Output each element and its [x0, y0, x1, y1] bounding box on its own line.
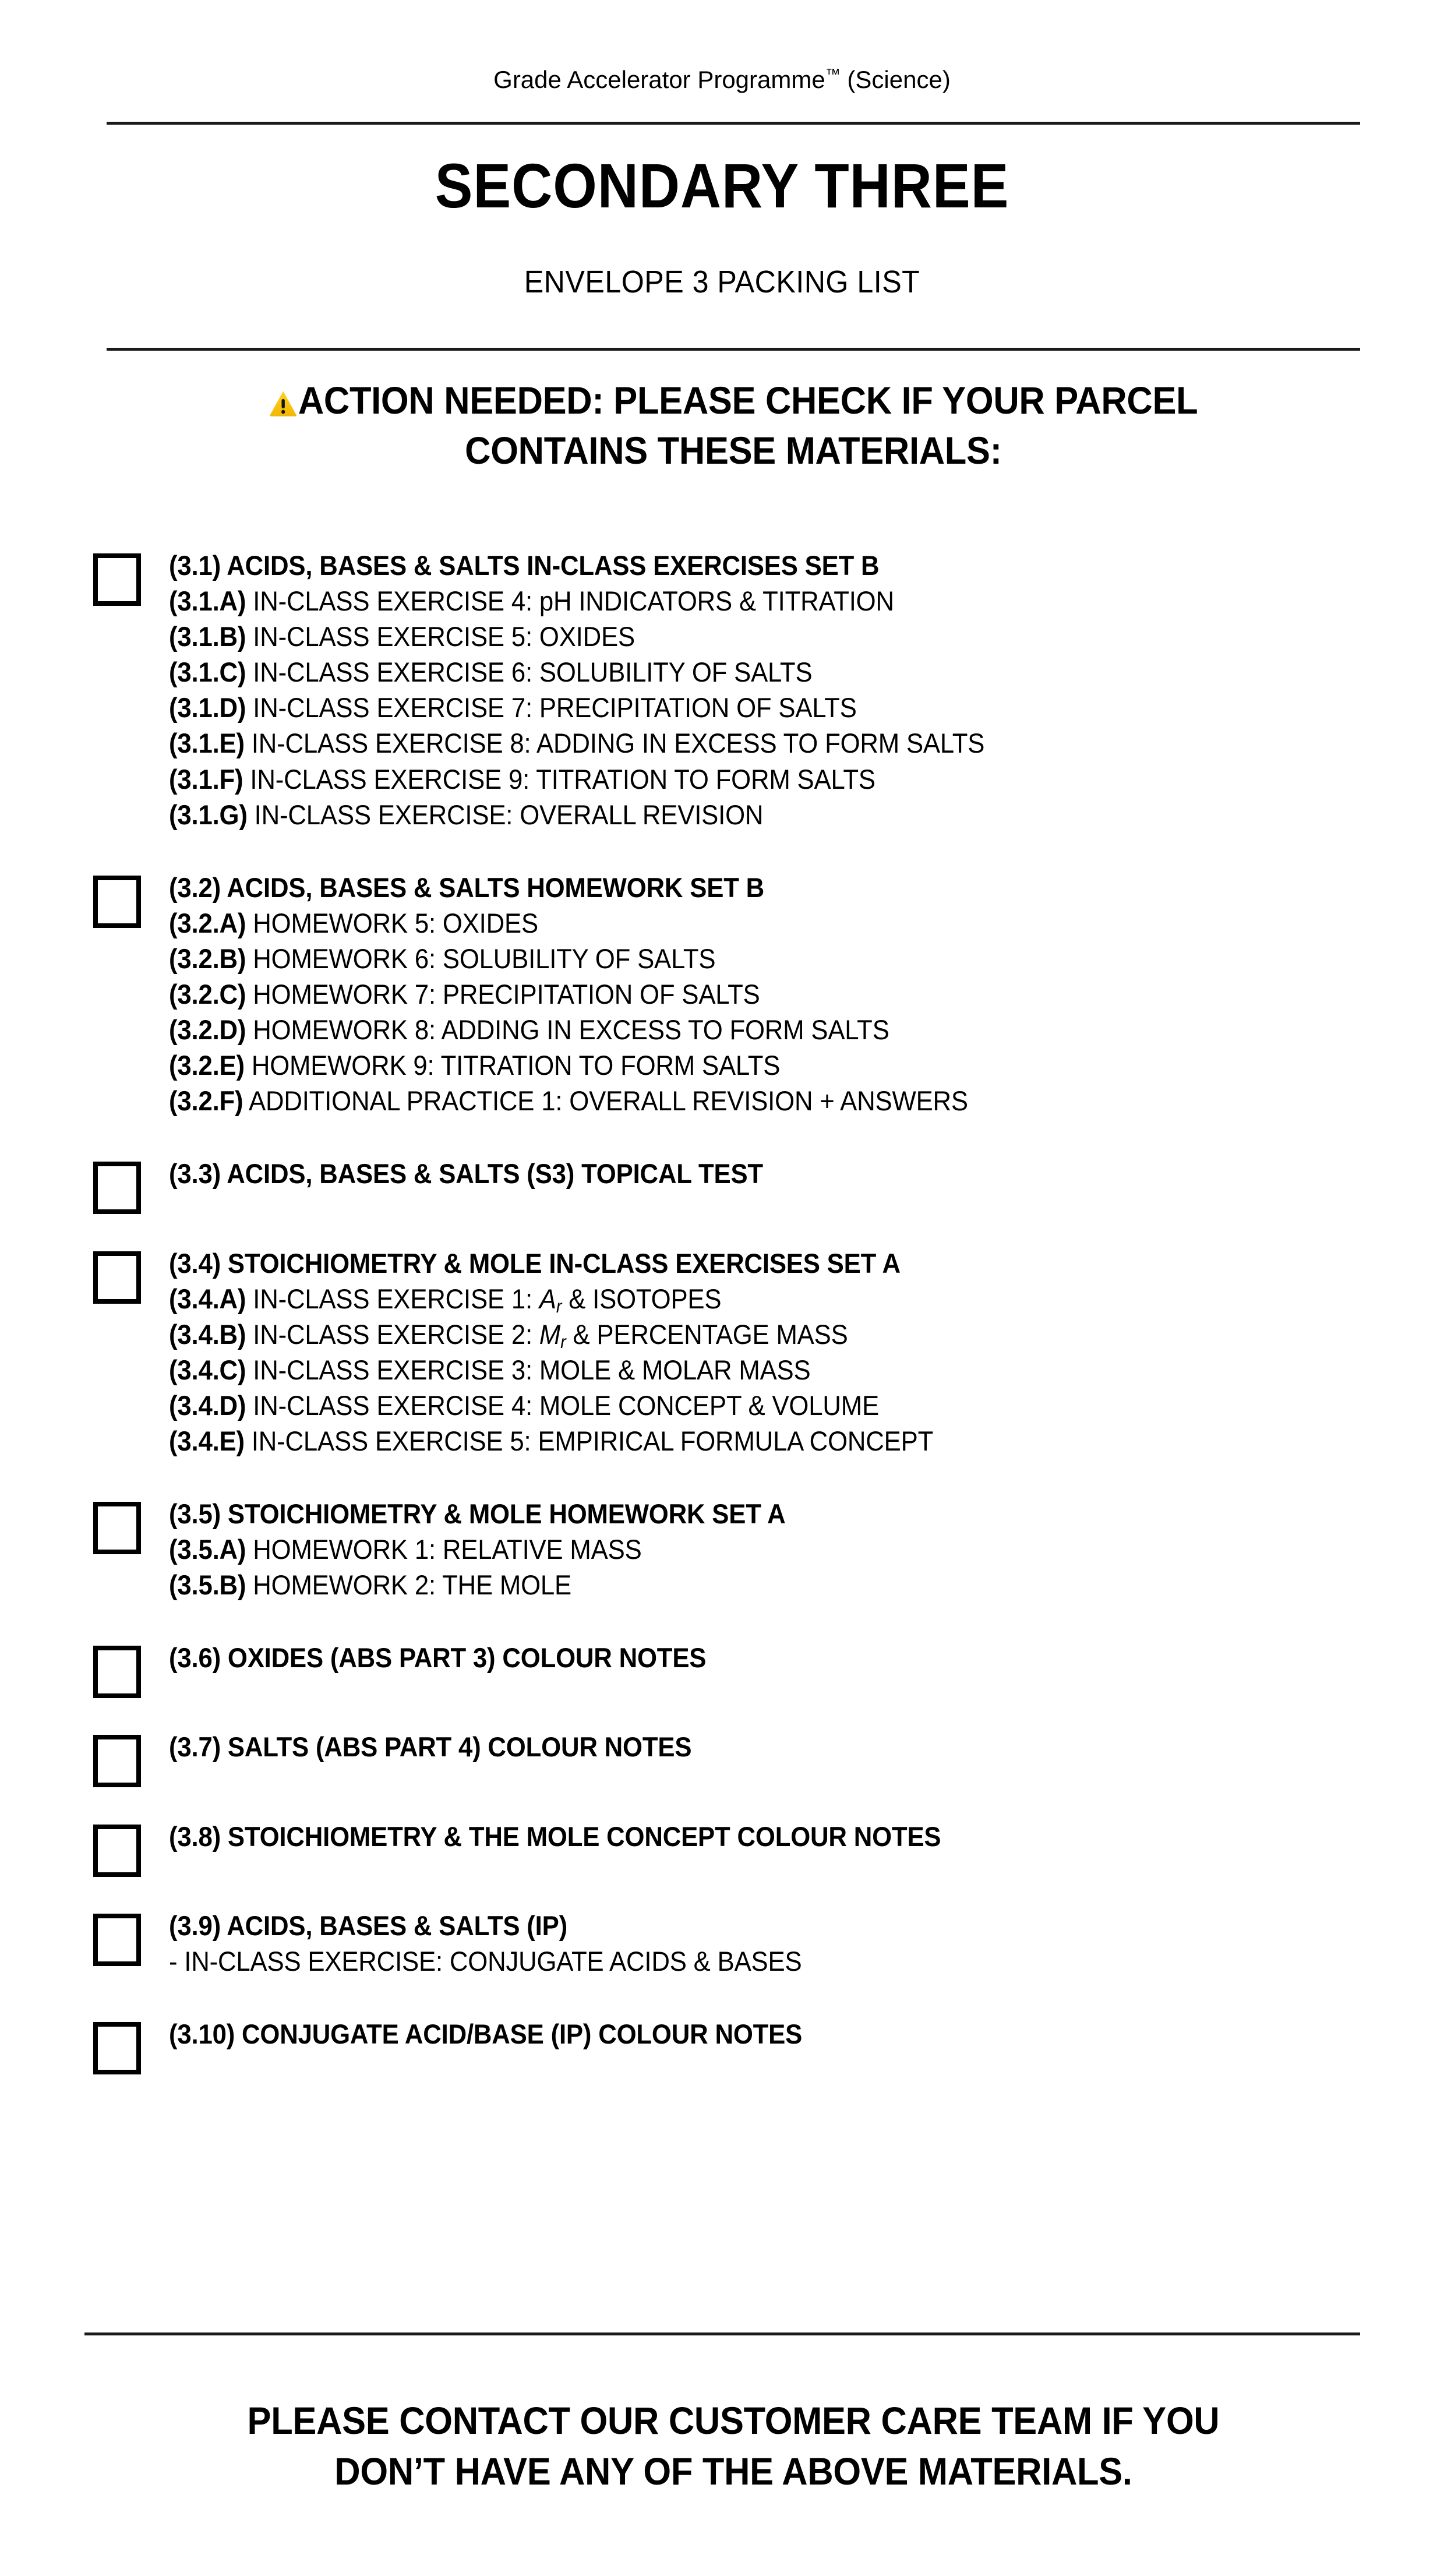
checklist-group-title: (3.3) ACIDS, BASES & SALTS (S3) TOPICAL TEST	[169, 1158, 763, 1190]
footer-message	[107, 2395, 1360, 2497]
checklist-sub-item	[169, 583, 1355, 619]
sub-item-text: IN-CLASS EXERCISE 1:	[246, 1283, 539, 1314]
checklist-sub-item	[169, 1047, 1355, 1083]
footer-line-2: DON’T HAVE ANY OF THE ABOVE MATERIALS.	[334, 2450, 1132, 2493]
checklist-group-title: (3.1) ACIDS, BASES & SALTS IN-CLASS EXERCISES SET B	[169, 550, 880, 581]
sub-item-text: IN-CLASS EXERCISE 5: EMPIRICAL FORMULA CONCEPT	[244, 1425, 934, 1456]
checklist-group-title: (3.7) SALTS (ABS PART 4) COLOUR NOTES	[169, 1731, 692, 1763]
checkbox-3.7[interactable]	[93, 1735, 141, 1787]
checklist-group-note: - IN-CLASS EXERCISE: CONJUGATE ACIDS & BASES	[169, 1945, 802, 1977]
sub-item-text: ADDITIONAL PRACTICE 1: OVERALL REVISION + ANSWERS	[243, 1085, 968, 1117]
header-divider-top	[107, 122, 1360, 125]
checklist-group-3.1	[0, 548, 1444, 832]
checklist-sub-item	[169, 797, 1355, 832]
sub-item-text-after: & PERCENTAGE MASS	[566, 1318, 848, 1350]
sub-item-text: HOMEWORK 2: THE MOLE	[246, 1569, 572, 1601]
checklist-group-title: (3.8) STOICHIOMETRY & THE MOLE CONCEPT COLOUR NOTES	[169, 1820, 941, 1852]
sub-item-text: IN-CLASS EXERCISE 3: MOLE & MOLAR MASS	[246, 1354, 811, 1385]
sub-item-code: (3.2.F)	[169, 1085, 243, 1117]
sub-item-symbol-subscript: r	[556, 1296, 562, 1317]
sub-item-code: (3.4.C)	[169, 1354, 246, 1385]
checklist-sub-item	[169, 1423, 1355, 1459]
brand-header	[0, 66, 1444, 93]
checklist-sub-item	[169, 1388, 1355, 1423]
sub-item-code: (3.1.E)	[169, 728, 245, 759]
checklist-group-3.8	[0, 1819, 1444, 1854]
checkbox-3.5[interactable]	[93, 1502, 141, 1554]
checkbox-3.4[interactable]	[93, 1251, 141, 1304]
warning-triangle-icon	[269, 379, 297, 407]
checklist-sub-item	[169, 1352, 1355, 1388]
sub-item-code: (3.2.B)	[169, 943, 246, 974]
checkbox-3.2[interactable]	[93, 876, 141, 928]
checklist-sub-item	[169, 1567, 1355, 1603]
sub-item-code: (3.1.C)	[169, 657, 246, 688]
checkbox-3.9[interactable]	[93, 1914, 141, 1966]
sub-item-code: (3.1.F)	[169, 763, 243, 795]
checklist-sub-item	[169, 619, 1355, 654]
header-divider-bottom	[107, 348, 1360, 351]
checkbox-3.10[interactable]	[93, 2022, 141, 2074]
checklist-sub-item	[169, 725, 1355, 761]
sub-item-text: HOMEWORK 9: TITRATION TO FORM SALTS	[244, 1050, 781, 1081]
trademark-symbol: ™	[825, 65, 841, 83]
sub-item-text: HOMEWORK 1: RELATIVE MASS	[246, 1534, 642, 1565]
sub-item-text-after: & ISOTOPES	[562, 1283, 722, 1314]
sub-item-text: HOMEWORK 7: PRECIPITATION OF SALTS	[246, 979, 760, 1010]
sub-item-symbol: $M_r$	[539, 1318, 566, 1352]
checklist-group-title: (3.6) OXIDES (ABS PART 3) COLOUR NOTES	[169, 1642, 707, 1674]
sub-item-code: (3.1.A)	[169, 585, 246, 617]
checklist-sub-item	[169, 654, 1355, 690]
checklist-group-title: (3.4) STOICHIOMETRY & MOLE IN-CLASS EXERCISES SET A	[169, 1247, 901, 1279]
sub-item-text: IN-CLASS EXERCISE 8: ADDING IN EXCESS TO FORM SALTS	[244, 728, 985, 759]
page-title: SECONDARY THREE	[435, 150, 1009, 221]
sub-item-code: (3.5.A)	[169, 1534, 246, 1565]
sub-item-code: (3.1.B)	[169, 621, 246, 652]
sub-item-text: HOMEWORK 8: ADDING IN EXCESS TO FORM SALTS	[246, 1014, 889, 1046]
sub-item-text: IN-CLASS EXERCISE: OVERALL REVISION	[247, 799, 764, 830]
sub-item-symbol: $A_r$	[539, 1283, 562, 1317]
checklist-group-3.3	[0, 1156, 1444, 1191]
sub-item-code: (3.2.A)	[169, 907, 246, 938]
sub-item-text: IN-CLASS EXERCISE 9: TITRATION TO FORM SALTS	[243, 763, 875, 795]
action-needed-banner	[107, 376, 1360, 476]
sub-item-text: HOMEWORK 5: OXIDES	[246, 907, 538, 938]
footer-divider	[84, 2332, 1360, 2335]
sub-item-code: (3.2.D)	[169, 1014, 246, 1046]
checklist-sub-item	[169, 761, 1355, 797]
checklist-group-3.10	[0, 2016, 1444, 2052]
sub-item-text: IN-CLASS EXERCISE 7: PRECIPITATION OF SALTS	[246, 692, 857, 724]
checklist-sub-item	[169, 905, 1355, 941]
checkbox-3.6[interactable]	[93, 1646, 141, 1698]
checklist-sub-item	[169, 1083, 1355, 1118]
sub-item-code: (3.4.E)	[169, 1425, 245, 1456]
checklist-group-3.4	[0, 1245, 1444, 1459]
checklist-group-3.9	[0, 1908, 1444, 1979]
checklist-sub-item	[169, 1012, 1355, 1047]
checklist-sub-item	[169, 690, 1355, 725]
sub-item-code: (3.1.G)	[169, 799, 248, 830]
materials-checklist	[0, 548, 1444, 2105]
checklist-group-title: (3.9) ACIDS, BASES & SALTS (IP)	[169, 1910, 567, 1941]
sub-item-code: (3.4.B)	[169, 1318, 246, 1350]
sub-item-text: IN-CLASS EXERCISE 5: OXIDES	[246, 621, 635, 652]
checklist-group-title: (3.5) STOICHIOMETRY & MOLE HOMEWORK SET A	[169, 1498, 786, 1530]
sub-item-code: (3.5.B)	[169, 1569, 246, 1601]
checklist-sub-item	[169, 1281, 1355, 1317]
checklist-sub-item	[169, 941, 1355, 976]
action-banner-line-2: CONTAINS THESE MATERIALS:	[465, 428, 1002, 472]
checklist-group-3.6	[0, 1640, 1444, 1675]
sub-item-text: IN-CLASS EXERCISE 4: pH INDICATORS & TITRATION	[246, 585, 894, 617]
sub-item-code: (3.4.A)	[169, 1283, 246, 1314]
checkbox-3.3[interactable]	[93, 1162, 141, 1214]
sub-item-text: IN-CLASS EXERCISE 4: MOLE CONCEPT & VOLUME	[246, 1389, 879, 1421]
sub-item-code: (3.4.D)	[169, 1389, 246, 1421]
checklist-group-3.5	[0, 1496, 1444, 1603]
sub-item-code: (3.1.D)	[169, 692, 246, 724]
footer-line-1: PLEASE CONTACT OUR CUSTOMER CARE TEAM IF YOU	[247, 2399, 1220, 2442]
sub-item-text: IN-CLASS EXERCISE 2:	[246, 1318, 539, 1350]
checklist-group-3.7	[0, 1729, 1444, 1765]
brand-name: Grade Accelerator Programme	[493, 66, 825, 93]
checklist-group-title: (3.10) CONJUGATE ACID/BASE (IP) COLOUR NOTES	[169, 2018, 803, 2049]
sub-item-text: IN-CLASS EXERCISE 6: SOLUBILITY OF SALTS	[246, 657, 813, 688]
checklist-sub-item	[169, 1317, 1355, 1352]
action-banner-text-1: ACTION NEEDED: PLEASE CHECK IF YOUR PARCEL	[298, 379, 1198, 422]
sub-item-symbol-subscript: r	[560, 1331, 566, 1352]
checklist-sub-item	[169, 1532, 1355, 1567]
checklist-group-3.2	[0, 870, 1444, 1119]
sub-item-text: HOMEWORK 6: SOLUBILITY OF SALTS	[246, 943, 716, 974]
page-subtitle: ENVELOPE 3 PACKING LIST	[524, 264, 920, 299]
sub-item-code: (3.2.C)	[169, 979, 246, 1010]
sub-item-code: (3.2.E)	[169, 1050, 245, 1081]
brand-suffix: (Science)	[840, 66, 951, 93]
action-banner-line-1	[150, 376, 1316, 426]
checkbox-3.1[interactable]	[93, 553, 141, 606]
checklist-group-title: (3.2) ACIDS, BASES & SALTS HOMEWORK SET B	[169, 871, 765, 903]
checklist-sub-item	[169, 976, 1355, 1012]
checkbox-3.8[interactable]	[93, 1825, 141, 1877]
